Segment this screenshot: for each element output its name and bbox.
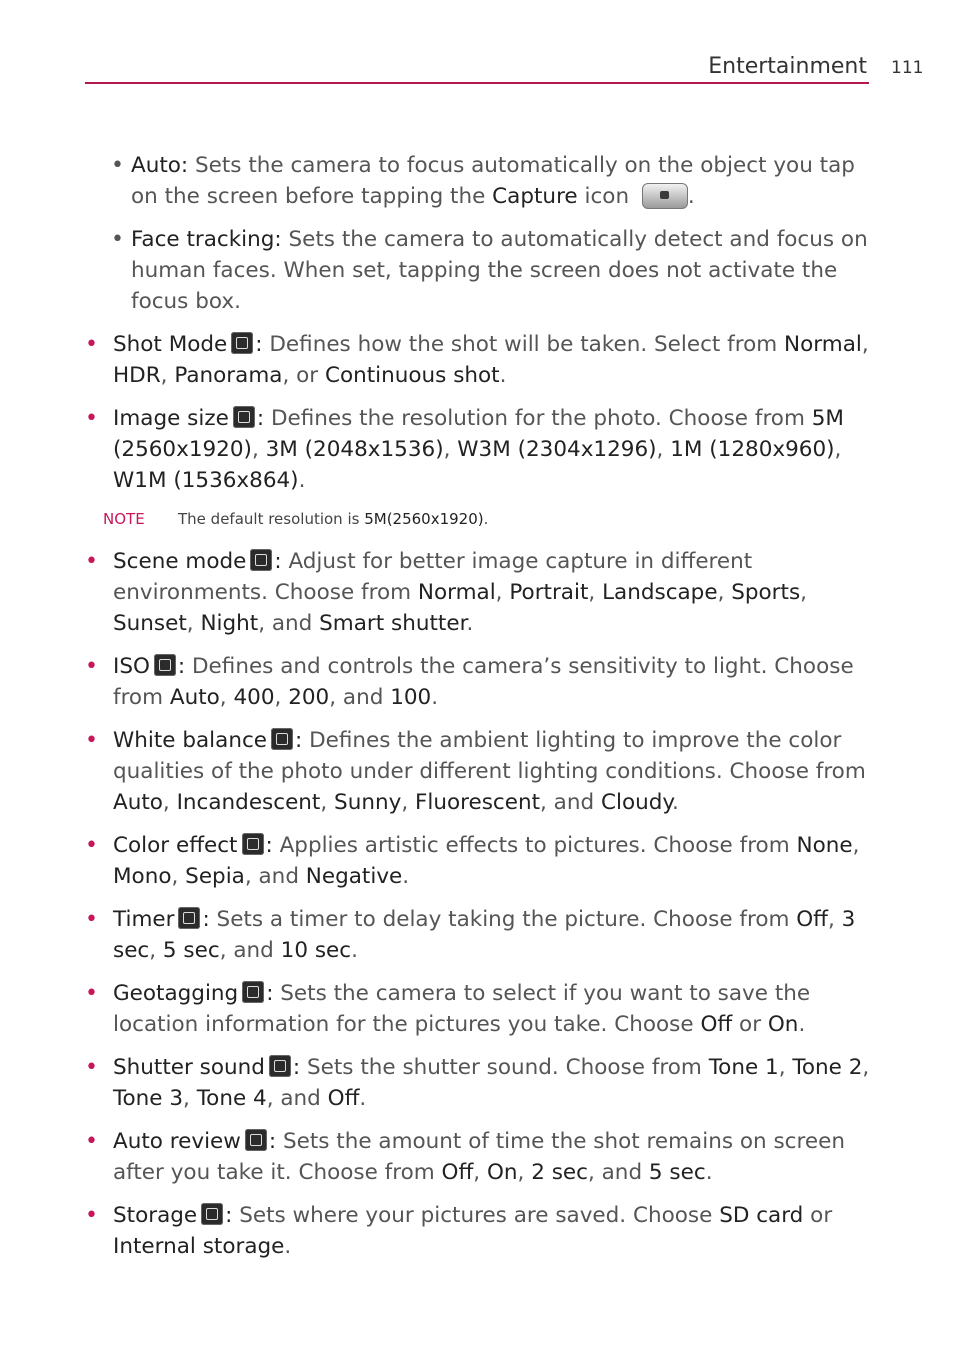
note-label: NOTE [103, 510, 145, 528]
setting-image-size [85, 403, 875, 496]
setting-term: Color effect [113, 833, 238, 858]
option-value: Sports [731, 580, 801, 605]
option-text: Sets the camera to focus automatically on the object you tap on the screen before tapping the [131, 153, 855, 209]
setting-text: . [431, 685, 439, 710]
option-value: Tone 4 [196, 1086, 267, 1111]
setting-text: Sets the camera to select if you want to save the location information for the pictures you take. Choose [113, 981, 811, 1037]
setting-auto-review [85, 1126, 875, 1188]
setting-storage [85, 1200, 875, 1262]
option-value: 100 [390, 685, 432, 710]
option-value: On [486, 1160, 518, 1185]
setting-text: , and [266, 1086, 328, 1111]
option-value: Incandescent [176, 790, 321, 815]
setting-text: , [162, 790, 177, 815]
iso-icon [154, 654, 176, 676]
option-value: Off [441, 1160, 474, 1185]
option-value: 10 sec [280, 938, 352, 963]
option-value: Tone 1 [708, 1055, 779, 1080]
option-value: Tone 3 [113, 1086, 184, 1111]
option-term: Face tracking: [131, 227, 282, 252]
setting-scene-mode [85, 546, 875, 639]
setting-colon: : [255, 332, 263, 357]
setting-text: Sets the amount of time the shot remains on screen after you take it. Choose from [113, 1129, 845, 1185]
option-value: Night [200, 611, 259, 636]
option-value: 5 sec [648, 1160, 706, 1185]
focus-option-auto: • Auto: Sets the camera to focus automatically on the object you tap on the screen before tapping the Capture icon . [111, 153, 855, 209]
page-header [85, 52, 869, 84]
option-value: 400 [233, 685, 275, 710]
option-value: On [767, 1012, 799, 1037]
option-value: SD card [719, 1203, 804, 1228]
option-value: 3M (2048x1536) [265, 437, 444, 462]
setting-text: , [828, 907, 842, 932]
settings-list [85, 329, 875, 1262]
setting-text: , [588, 580, 603, 605]
setting-colon: : [256, 406, 265, 431]
setting-text: , and [540, 790, 601, 815]
setting-color-effect [85, 830, 875, 892]
setting-colon: : [225, 1203, 233, 1228]
setting-term: Shutter sound [113, 1055, 265, 1080]
setting-term: ISO [113, 654, 150, 679]
setting-text: , [160, 363, 175, 388]
setting-colon: : [202, 907, 210, 932]
option-value: Sepia [185, 864, 245, 889]
setting-term: Geotagging [113, 981, 239, 1006]
option-value: Normal [417, 580, 496, 605]
setting-term: White balance [113, 728, 267, 753]
setting-text: Adjust for better image capture in different environments. Choose from [113, 549, 753, 605]
white-balance-icon [271, 728, 293, 750]
option-value: W1M (1536x864) [113, 468, 299, 493]
option-value: W3M (2304x1296) [457, 437, 657, 462]
setting-text: Sets a timer to delay taking the picture. Choose from [209, 907, 797, 932]
setting-term: Shot Mode [113, 332, 228, 357]
option-value: 2 sec [531, 1160, 588, 1185]
setting-iso [85, 651, 875, 713]
setting-text: , [656, 437, 671, 462]
bullet-marker: • [85, 728, 98, 753]
setting-colon: : [292, 1055, 301, 1080]
setting-text: , [443, 437, 458, 462]
color-effect-icon [242, 833, 264, 855]
bullet-marker: • [85, 654, 98, 679]
option-value: Tone 2 [792, 1055, 863, 1080]
shutter-sound-icon [269, 1055, 291, 1077]
bullet-marker: • [85, 907, 98, 932]
bullet-marker: • [85, 406, 98, 431]
auto-review-icon [245, 1129, 267, 1151]
setting-text: , [183, 1086, 197, 1111]
setting-text: , [274, 685, 289, 710]
note [85, 508, 875, 530]
setting-text: , [401, 790, 415, 815]
option-value: 3 sec [113, 907, 856, 963]
capture-button-icon [642, 183, 688, 209]
option-value: Off [796, 907, 828, 932]
setting-timer [85, 904, 875, 966]
setting-term: Timer [113, 907, 175, 932]
option-value: Auto [169, 685, 220, 710]
setting-text: . [705, 1160, 713, 1185]
option-value: Off [327, 1086, 360, 1111]
storage-icon [201, 1203, 223, 1225]
setting-text: , and [258, 611, 320, 636]
setting-colon: : [177, 654, 186, 679]
setting-text: , or [282, 363, 325, 388]
option-value: Negative [305, 864, 403, 889]
bullet-marker: • [85, 1129, 98, 1154]
setting-text: Defines how the shot will be taken. Select from [262, 332, 785, 357]
setting-text: , [186, 611, 201, 636]
option-value: 5M (2560x1920) [113, 406, 844, 462]
setting-text: Applies artistic effects to pictures. Choose from [272, 833, 797, 858]
setting-text: or [732, 1012, 768, 1037]
setting-text: , and [329, 685, 391, 710]
option-value: 200 [288, 685, 330, 710]
setting-term: Scene mode [113, 549, 247, 574]
option-value: Continuous shot [324, 363, 500, 388]
option-value: None [796, 833, 853, 858]
setting-text: , [473, 1160, 487, 1185]
page-number: 111 [891, 58, 924, 78]
setting-text: , [517, 1160, 532, 1185]
option-value: Off [700, 1012, 733, 1037]
setting-text: , [861, 332, 869, 357]
option-value: Fluorescent [414, 790, 541, 815]
option-value: Smart shutter [319, 611, 467, 636]
setting-text: Sets the shutter sound. Choose from [300, 1055, 709, 1080]
option-value: 5 sec [162, 938, 220, 963]
section-title: Entertainment [708, 54, 867, 79]
setting-text: , [219, 685, 234, 710]
setting-term: Image size [113, 406, 229, 431]
setting-colon: : [268, 1129, 277, 1154]
bullet-marker: • [85, 981, 98, 1006]
setting-colon: : [266, 981, 274, 1006]
timer-icon [178, 907, 200, 929]
option-value: Sunset [113, 611, 187, 636]
setting-text: Defines the resolution for the photo. Choose from [264, 406, 812, 431]
option-value: Portrait [509, 580, 589, 605]
note-text: The default resolution is [178, 510, 365, 528]
option-value: Normal [784, 332, 862, 357]
option-text: icon [577, 184, 636, 209]
setting-text: . [351, 938, 358, 963]
setting-text: , [251, 437, 266, 462]
setting-colon: : [265, 833, 273, 858]
option-value: Panorama [174, 363, 283, 388]
option-value: 1M (1280x960) [670, 437, 835, 462]
setting-text: , [717, 580, 732, 605]
setting-text: . [284, 1234, 292, 1259]
setting-text: Defines and controls the camera’s sensitivity to light. Choose from [113, 654, 854, 710]
setting-white-balance [85, 725, 875, 818]
setting-text: . [798, 1012, 806, 1037]
setting-text: , and [587, 1160, 649, 1185]
setting-text: Sets where your pictures are saved. Choose [232, 1203, 720, 1228]
option-value: HDR [113, 363, 161, 388]
option-text: Sets the camera to automatically detect and focus on human faces. When set, tapping the screen does not activate the focus box. [131, 227, 868, 314]
shot-mode-icon [231, 332, 253, 354]
setting-geotagging [85, 978, 875, 1040]
focus-option-face-tracking: • Face tracking: Sets the camera to automatically detect and focus on human faces. When set, tapping the screen does not activate the focus box. [111, 227, 868, 314]
setting-text: , [778, 1055, 793, 1080]
note-end: . [483, 510, 489, 528]
setting-text: , [495, 580, 510, 605]
setting-text: , [834, 437, 842, 462]
option-value: Mono [113, 864, 172, 889]
setting-term: Auto review [113, 1129, 241, 1154]
setting-text: , [852, 833, 860, 858]
setting-colon: : [295, 728, 303, 753]
note-value: 5M(2560x1920) [364, 510, 484, 528]
setting-text: , [320, 790, 335, 815]
setting-text: , [149, 938, 163, 963]
bullet-marker: • [85, 1203, 98, 1228]
option-value: Auto [113, 790, 163, 815]
setting-text: . [466, 611, 474, 636]
setting-colon: : [274, 549, 282, 574]
page-content [85, 150, 875, 1274]
setting-text: , and [219, 938, 281, 963]
setting-shot-mode [85, 329, 875, 391]
bullet-marker: • [85, 833, 98, 858]
option-value: Landscape [602, 580, 718, 605]
setting-shutter-sound [85, 1052, 875, 1114]
setting-text: . [672, 790, 679, 815]
setting-text: . [359, 1086, 367, 1111]
option-term: Auto: [131, 153, 189, 178]
option-value: Sunny [334, 790, 402, 815]
geotagging-icon [242, 981, 264, 1003]
image-size-icon [233, 406, 255, 428]
bullet-marker: • [85, 549, 98, 574]
setting-text: . [298, 468, 306, 493]
setting-text: , and [244, 864, 306, 889]
setting-text: Defines the ambient lighting to improve the color qualities of the photo under different lighting conditions. Choose from [113, 728, 866, 784]
setting-text: . [402, 864, 410, 889]
capture-label: Capture [492, 184, 578, 209]
setting-text: . [499, 363, 507, 388]
setting-text: , [171, 864, 186, 889]
option-value: Internal storage [113, 1234, 285, 1259]
setting-term: Storage [113, 1203, 198, 1228]
option-value: Cloudy [600, 790, 673, 815]
bullet-marker: • [85, 332, 98, 357]
setting-text: , [862, 1055, 870, 1080]
scene-mode-icon [250, 549, 272, 571]
setting-text: , [800, 580, 807, 605]
setting-text: or [803, 1203, 833, 1228]
bullet-marker: • [85, 1055, 98, 1080]
